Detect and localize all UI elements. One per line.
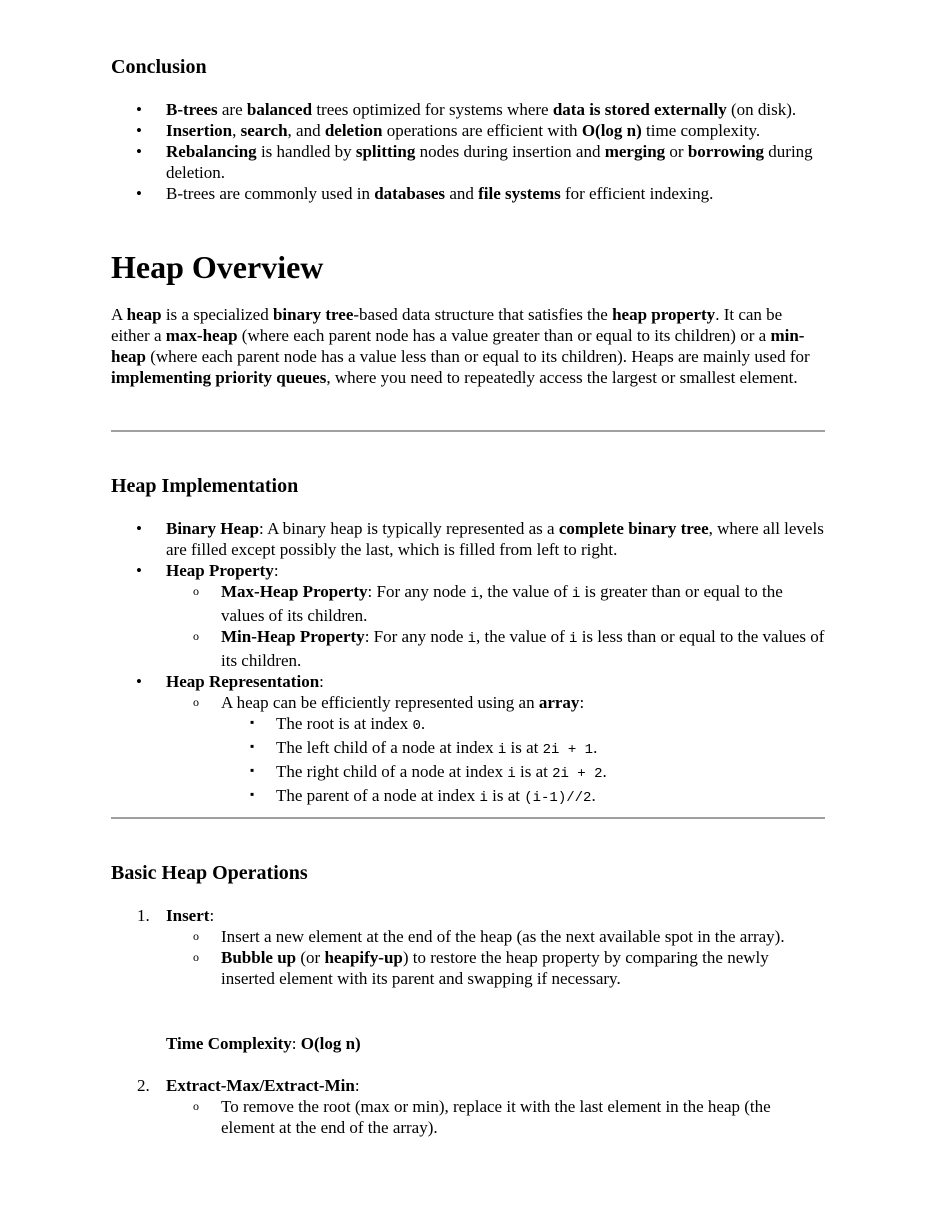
sub-sub-list-item: ▪ The left child of a node at index i is at 2i + 1. bbox=[250, 738, 598, 758]
square-marker: ▪ bbox=[250, 763, 255, 777]
square-marker: ▪ bbox=[250, 715, 255, 729]
bullet-marker: • bbox=[136, 561, 142, 580]
sub-list-item: o To remove the root (max or min), replace it with the last element in the heap (the element at the end of the array). bbox=[193, 1097, 771, 1137]
implementation-heading: Heap Implementation bbox=[111, 475, 299, 497]
bullet-marker: • bbox=[136, 184, 142, 203]
bullet-marker: • bbox=[136, 121, 142, 140]
time-complexity: Time Complexity: O(log n) bbox=[166, 1034, 361, 1053]
operations-list-2 bbox=[111, 1075, 825, 1138]
list-item: 1. Insert: bbox=[137, 906, 215, 925]
list-item: • Heap Property: bbox=[136, 561, 279, 580]
operations-list bbox=[111, 905, 825, 989]
list-item: • Insertion, search, and deletion operations are efficient with O(log n) time complexity. bbox=[136, 121, 761, 140]
number-marker: 1. bbox=[137, 906, 150, 925]
circle-marker: o bbox=[193, 629, 199, 643]
circle-marker: o bbox=[193, 929, 199, 943]
implementation-list bbox=[111, 518, 825, 809]
bullet-marker: • bbox=[136, 100, 142, 119]
sub-sub-list-item: ▪ The parent of a node at index i is at (i-1)//2. bbox=[250, 786, 596, 806]
conclusion-heading: Conclusion bbox=[111, 56, 207, 78]
conclusion-list bbox=[111, 99, 825, 204]
list-item: 2. Extract-Max/Extract-Min: bbox=[137, 1076, 360, 1095]
sub-list-item: o Bubble up (or heapify-up) to restore the heap property by comparing the newly inserted element with its parent and swapping if necessary. bbox=[193, 948, 769, 988]
circle-marker: o bbox=[193, 1099, 199, 1113]
sub-list-item: o A heap can be efficiently represented using an array: bbox=[193, 693, 585, 712]
circle-marker: o bbox=[193, 584, 199, 598]
list-item: • Binary Heap: A binary heap is typically represented as a complete binary tree, where all levels are filled except possibly the last, which is filled from left to right. bbox=[136, 519, 824, 559]
bullet-marker: • bbox=[136, 519, 142, 538]
list-item: • Heap Representation: bbox=[136, 672, 324, 691]
overview-paragraph: A heap is a specialized binary tree-based data structure that satisfies the heap property. It can be either a max-heap (where each parent node has a value greater than or equal to its children) or a min-heap (where each parent node has a value less than or equal to its children). Heaps are mainly used for implementing priority queues, where you need to repeatedly access the largest or smallest element. bbox=[111, 305, 810, 387]
square-marker: ▪ bbox=[250, 739, 255, 753]
sub-list-item: o Max-Heap Property: For any node i, the value of i is greater than or equal to the values of its children. bbox=[193, 582, 783, 625]
bullet-marker: • bbox=[136, 672, 142, 691]
circle-marker: o bbox=[193, 950, 199, 964]
divider bbox=[111, 430, 825, 432]
circle-marker: o bbox=[193, 695, 199, 709]
number-marker: 2. bbox=[137, 1076, 150, 1095]
square-marker: ▪ bbox=[250, 787, 255, 801]
list-item: • B-trees are balanced trees optimized for systems where data is stored externally (on disk). bbox=[136, 100, 797, 119]
list-item: • Rebalancing is handled by splitting nodes during insertion and merging or borrowing during deletion. bbox=[136, 142, 813, 182]
sub-list-item: o Min-Heap Property: For any node i, the value of i is less than or equal to the values of its children. bbox=[193, 627, 825, 670]
overview-heading: Heap Overview bbox=[111, 249, 324, 285]
sub-sub-list-item: ▪ The right child of a node at index i is at 2i + 2. bbox=[250, 762, 607, 782]
sub-sub-list-item: ▪ The root is at index 0. bbox=[250, 714, 426, 734]
list-item: • B-trees are commonly used in databases and file systems for efficient indexing. bbox=[136, 184, 714, 203]
operations-heading: Basic Heap Operations bbox=[111, 862, 308, 884]
bullet-marker: • bbox=[136, 142, 142, 161]
divider bbox=[111, 817, 825, 819]
sub-list-item: o Insert a new element at the end of the heap (as the next available spot in the array). bbox=[193, 927, 785, 946]
